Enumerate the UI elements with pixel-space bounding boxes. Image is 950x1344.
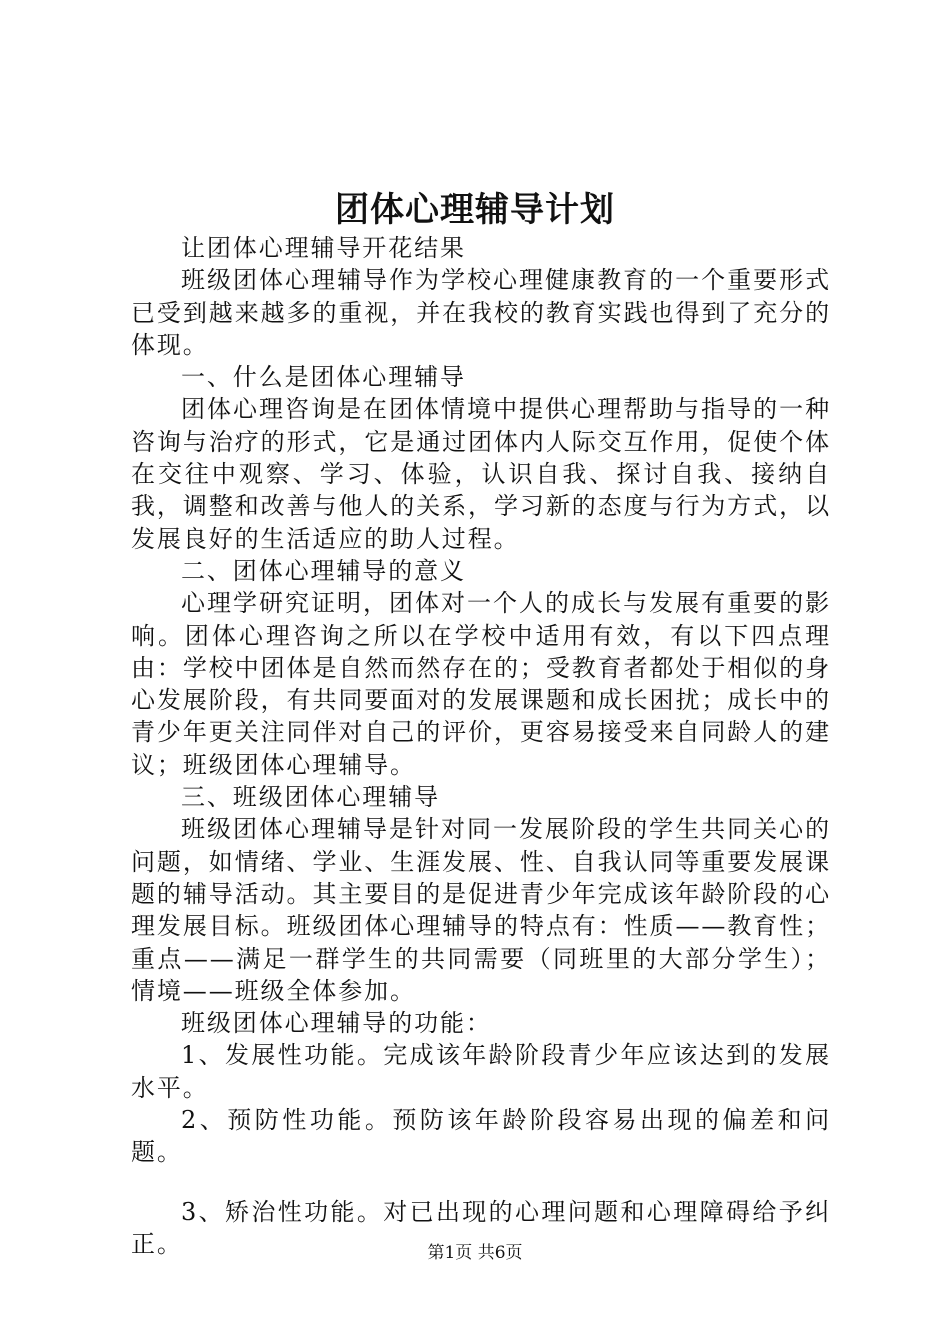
page-title: 团体心理辅导计划 — [335, 190, 615, 230]
functions-heading: 班级团体心理辅导的功能： — [181, 1009, 492, 1038]
section-2-paragraph: 心理学研究证明，团体对一个人的成长与发展有重要的影响。团体心理咨询之所以在学校中适用有效，有以下四点理由：学校中团体是自然而然存在的；受教育者都处于相似的身心发展阶段，有共同要面对的发展课题和成长困扰；成长中的青少年更关注同伴对自己的评价，更容易接受来自同龄人的建议；班级团体心理辅导。 — [131, 589, 831, 779]
function-item-3: 3、矫治性功能。对已出现的心理问题和心理障碍给予纠正。 — [131, 1197, 831, 1258]
section-heading-2: 二、团体心理辅导的意义 — [181, 556, 466, 585]
section-3-paragraph: 班级团体心理辅导是针对同一发展阶段的学生共同关心的问题，如情绪、学业、生涯发展、性、自我认同等重要发展课题的辅导活动。其主要目的是促进青少年完成该年龄阶段的心理发展目标。班级团体心理辅导的特点有：性质——教育性；重点——满足一群学生的共同需要（同班里的大部分学生）；情境——班级全体参加。 — [131, 815, 831, 1005]
function-item-1: 1、发展性功能。完成该年龄阶段青少年应该达到的发展水平。 — [131, 1041, 831, 1102]
section-1-paragraph: 团体心理咨询是在团体情境中提供心理帮助与指导的一种咨询与治疗的形式，它是通过团体内人际交互作用，促使个体在交往中观察、学习、体验，认识自我、探讨自我、接纳自我，调整和改善与他人的关系，学习新的态度与行为方式，以发展良好的生活适应的助人过程。 — [131, 395, 831, 553]
section-heading-1: 一、什么是团体心理辅导 — [181, 363, 466, 392]
page-footer: 第1页 共6页 — [427, 1243, 523, 1263]
intro-paragraph: 班级团体心理辅导作为学校心理健康教育的一个重要形式已受到越来越多的重视，并在我校的教育实践也得到了充分的体现。 — [131, 266, 831, 359]
document-body — [131, 232, 831, 1260]
function-item-2: 2、预防性功能。预防该年龄阶段容易出现的偏差和问题。 — [131, 1106, 831, 1167]
subtitle-paragraph: 让团体心理辅导开花结果 — [181, 234, 466, 262]
section-heading-3: 三、班级团体心理辅导 — [181, 783, 440, 812]
